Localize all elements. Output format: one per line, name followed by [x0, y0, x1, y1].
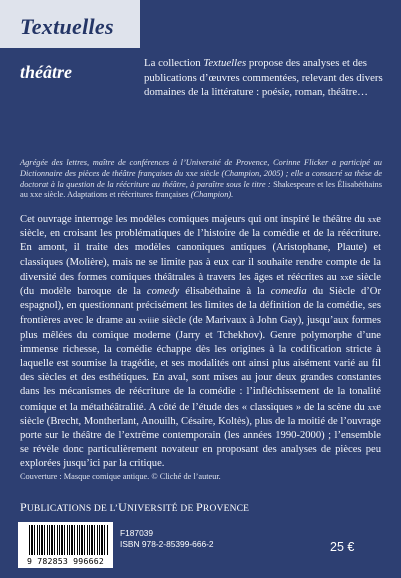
barcode-digits: 9 782853 996662 — [27, 556, 104, 566]
isbn: ISBN 978-2-85399-666-2 — [120, 539, 214, 549]
barcode-bars — [29, 525, 109, 555]
publisher-name: PUBLICATIONS DE L’UNIVERSITÉ DE PROVENCE — [20, 500, 250, 514]
ref-code: F187039 — [120, 528, 154, 538]
reference-block — [120, 528, 214, 550]
book-description: Cet ouvrage interroge les modèles comiques majeurs qui ont inspiré le théâtre du xxe siècle, en croisant les problématiques de l’histoire de la comédie et de la réécriture. En amont, il traite des modèles canoniques antiques (Aristophane, Plaute) et classiques (Molière), mais ne se limite pas à eux car il souhaite rendre compte de la diversité des formes comiques théâtrales à travers les âges et réécrites au xxe siècle (du modèle baroque de la comedy élisabéthaine à la comedia du Siècle d’Or espagnol), en questionnant précisément les limites de la définition de la comédie, ses frontières avec le drame au xviiie siècle (de Marivaux à John Gay), jusqu’aux formes plus mêlées du comique moderne (Jarry et Tchekhov). Genre polymorphe d’une immense richesse, la comédie échappe dès les origines à la codification stricte à laquelle est soumise la tragédie, et ses modalités ont ainsi plus aisément varié au fil des siècles et des esthétiques. En aval, sont mises au jour deux grandes constantes dans les mécanismes de réécriture de la comédie : l’infléchissement de la tonalité comique et la métathéâtralité. A côté de l’étude des « classiques » de la scène du xxe siècle (Brecht, Montherlant, Anouilh, Césaire, Koltès), plus de la moitié de l’ouvrage porte sur le théâtre de l’extrême contemporain (les années 1990-2000) ; l’ensemble se révèle donc particulièrement novateur en proposant des analyses de pièces peu explorées jusqu’ici par la critique. — [20, 214, 382, 470]
series-subtitle: théâtre — [20, 62, 72, 82]
collection-name: Textuelles — [203, 57, 247, 69]
cover-credit: Couverture : Masque comique antique. © Cliché de l’auteur. — [20, 472, 221, 481]
barcode — [18, 522, 113, 568]
series-banner — [0, 0, 140, 48]
price: 25 € — [330, 540, 355, 554]
collection-intro: La collection Textuelles propose des analyses et des publications d’œuvres commentées, relevant des divers domaines de la littérature : poésie, roman, théâtre… — [144, 57, 383, 99]
author-bio: Agrégée des lettres, maître de conférences à l’Université de Provence, Corinne Flicker a participé au Dictionnaire des pièces de théâtre françaises du xxe siècle (Champion, 2005) ; elle a consacré sa thèse de doctorat à la question de la réécriture au théâtre, à paraître sous le titre : Shakespeare et les Élisabéthains au xxe siècle. Adaptations et réécritures françaises (Champion). — [20, 158, 383, 200]
series-title: Textuelles — [20, 14, 114, 39]
